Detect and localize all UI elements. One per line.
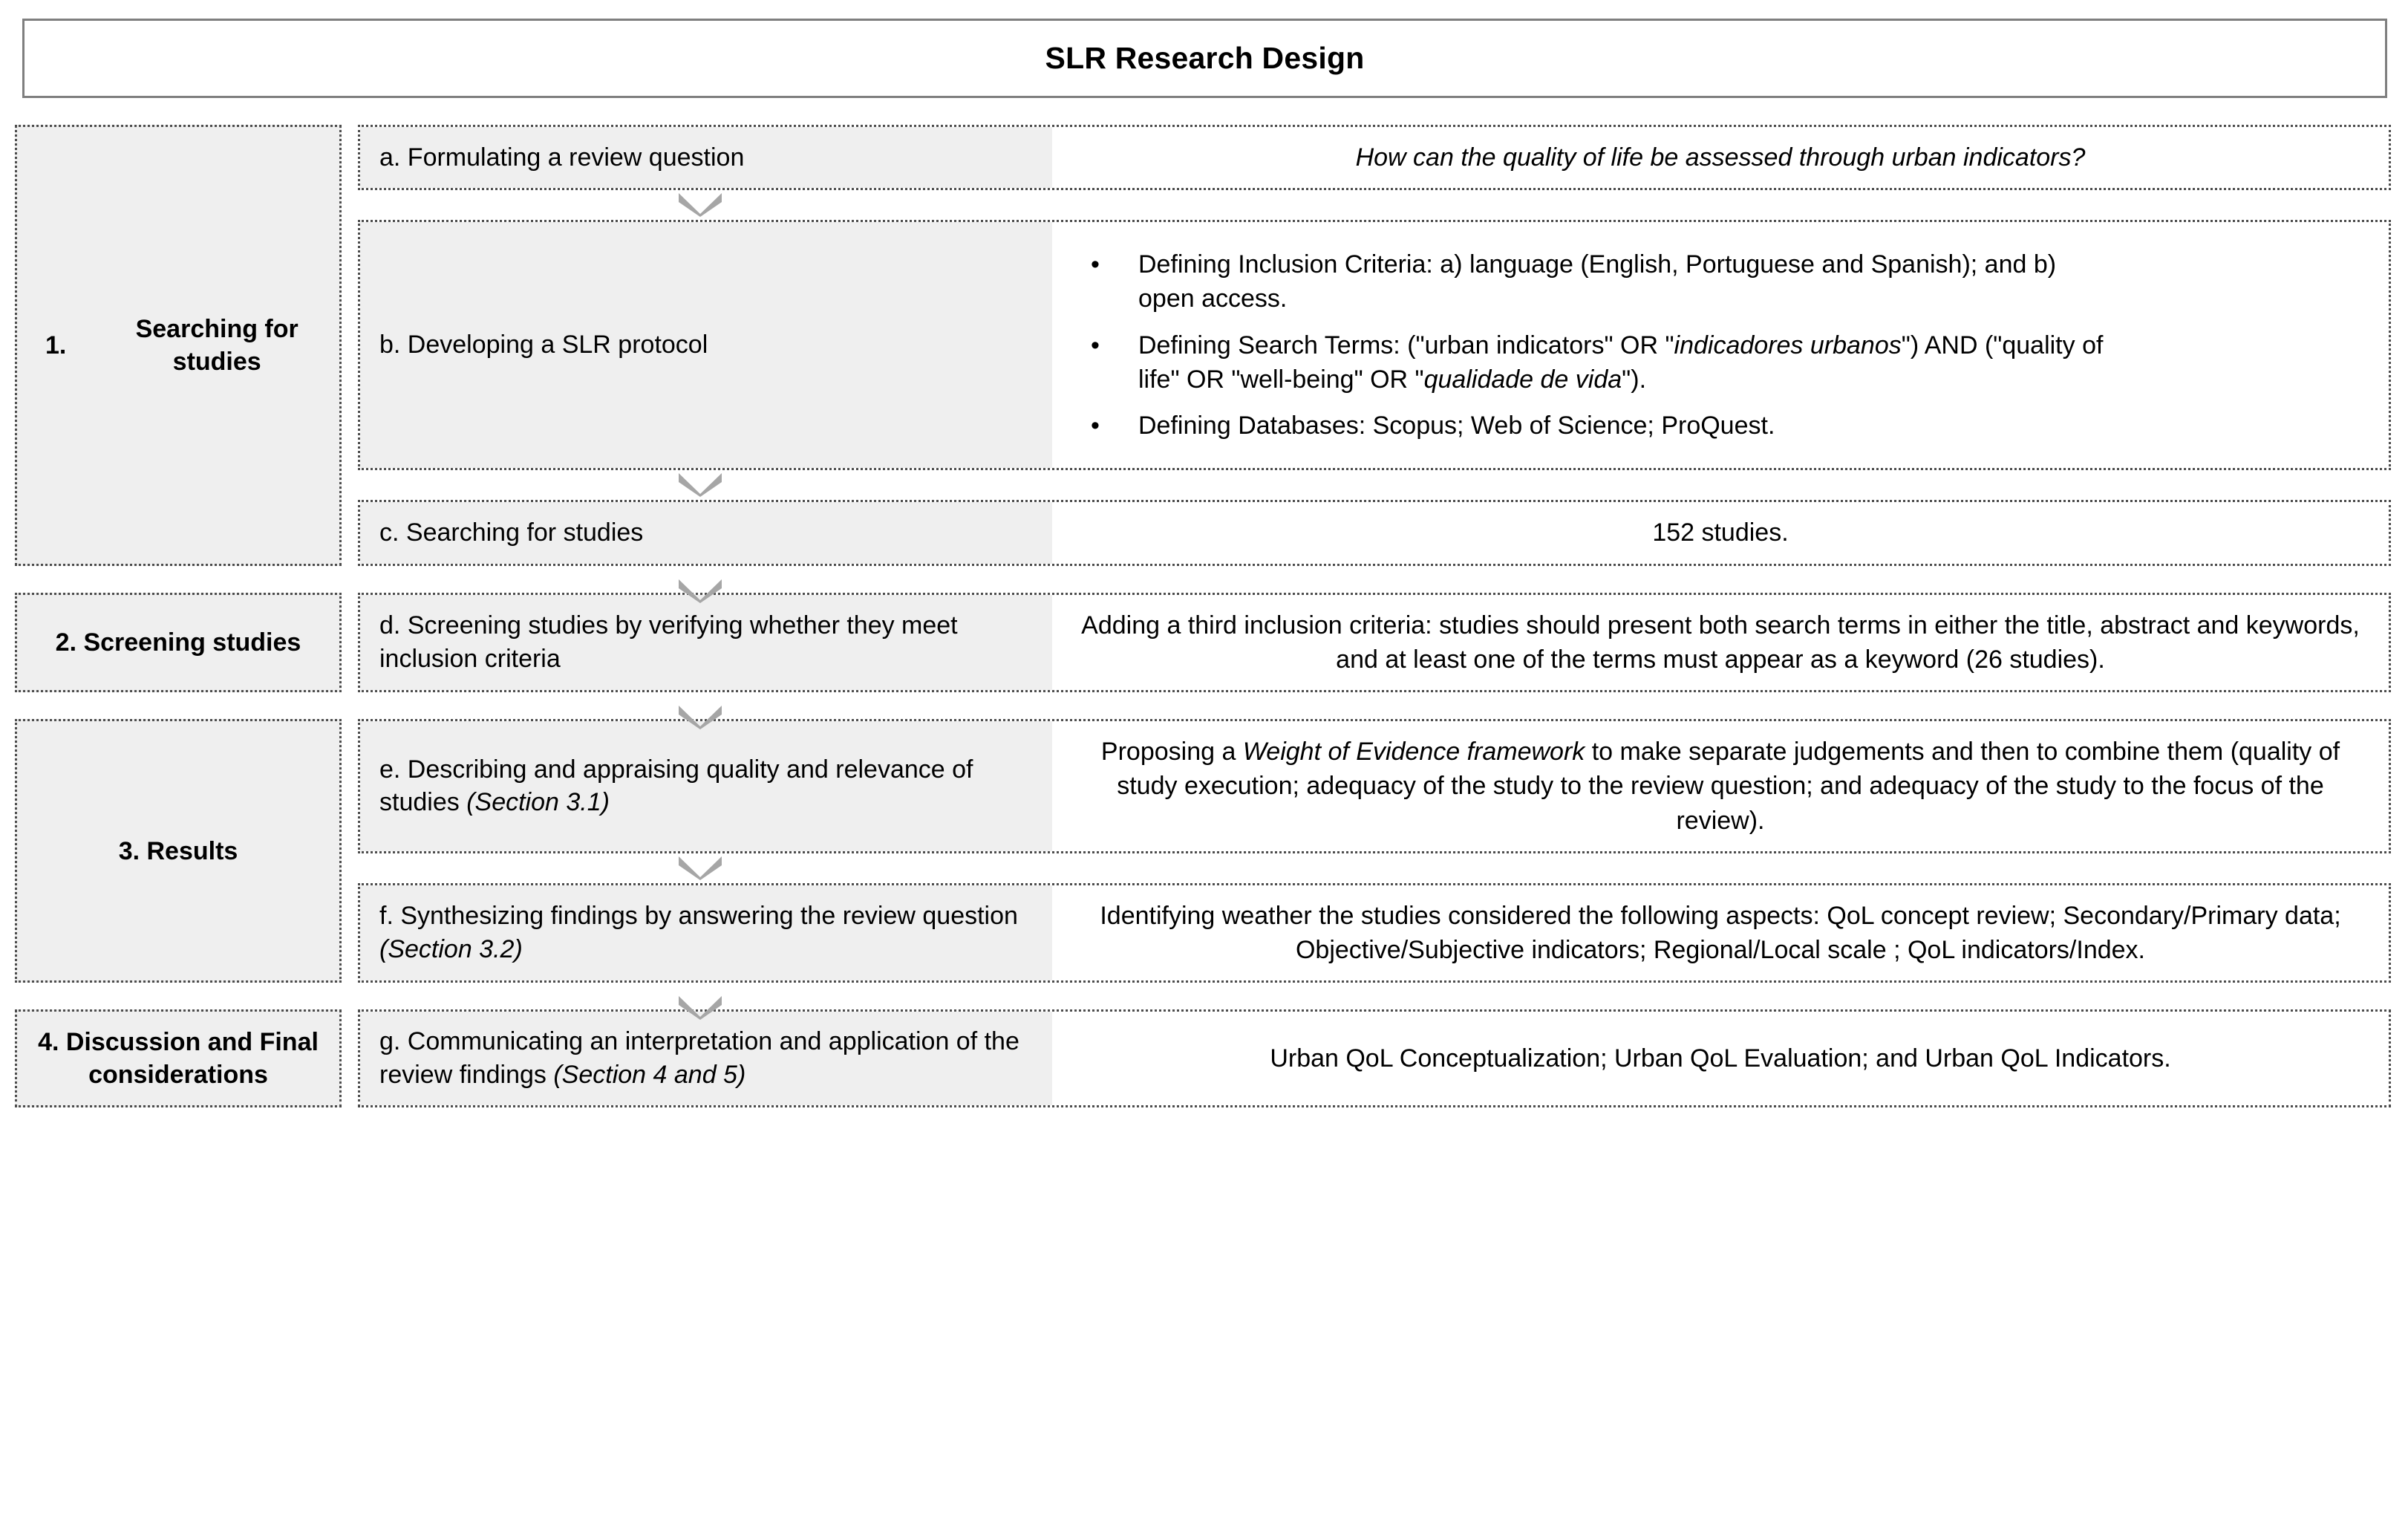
step-content-text: Proposing a Weight of Evidence framework to make separate judgements and then to combine them (quality of study execution; adequacy of the study to the review question; and adequacy of the study to the focus of the review). [1100, 738, 2340, 835]
step-label-text: f. Synthesizing findings by answering the review question (Section 3.2) [379, 902, 1018, 964]
diagram-title-box [22, 19, 2387, 98]
step-label-d [360, 595, 1052, 690]
step-label-text: e. Describing and appraising quality and relevance of studies (Section 3.1) [379, 755, 973, 817]
step-content-a [1052, 127, 2389, 188]
step-connector [358, 190, 2391, 220]
stage-name: Searching for studies [135, 314, 298, 376]
bullet-point-icon: • [1091, 250, 1100, 279]
step-label-e [360, 721, 1052, 851]
stage-connector [15, 706, 2391, 719]
stage-2 [15, 593, 2391, 692]
step-label-text: b. Developing a SLR protocol [379, 331, 708, 359]
chevron-down-arrow-icon [679, 704, 722, 729]
stage-label-2 [15, 593, 342, 692]
step-content-c [1052, 502, 2389, 563]
bullet-list [1074, 235, 2366, 455]
step-label-text: a. Formulating a review question [379, 143, 745, 172]
step-content-text: How can the quality of life be assessed through urban indicators? [1355, 143, 2086, 172]
step-row-d [358, 593, 2391, 692]
step-label-g [360, 1012, 1052, 1105]
page-title: SLR Research Design [1045, 41, 1365, 75]
bullet-point-icon: • [1091, 411, 1100, 440]
stage-label-4 [15, 1009, 342, 1107]
chevron-down-arrow-icon [679, 192, 722, 217]
stage-title: 3. Results [118, 836, 238, 865]
chevron-down-arrow-icon [679, 472, 722, 497]
step-content-f [1052, 885, 2389, 980]
slr-flow-diagram [15, 125, 2391, 1121]
step-label-text: d. Screening studies by verifying whether they meet inclusion criteria [379, 611, 958, 673]
bullet-text: Defining Databases: Scopus; Web of Science; ProQuest. [1138, 411, 1775, 440]
step-content-e [1052, 721, 2389, 851]
step-label-text: c. Searching for studies [379, 518, 644, 547]
step-row-b [358, 220, 2391, 470]
stage-steps-3 [358, 719, 2391, 983]
step-content-g [1052, 1012, 2389, 1105]
stage-connector [15, 579, 2391, 593]
step-content-text: Urban QoL Conceptualization; Urban QoL Evaluation; and Urban QoL Indicators. [1270, 1044, 2171, 1073]
step-content-text: Identifying weather the studies considered the following aspects: QoL concept review; Secondary/Primary data; Objective/Subjective indicators; Regional/Local scale ; QoL indicators/Index. [1100, 901, 2341, 965]
stage-steps-2 [358, 593, 2391, 692]
stage-steps-4 [358, 1009, 2391, 1107]
stage-title: 4. Discussion and Final considerations [38, 1027, 319, 1090]
stage-label-1 [15, 125, 342, 566]
chevron-down-arrow-icon [679, 578, 722, 603]
stage-number: 1. [45, 331, 67, 359]
list-item [1074, 409, 2366, 443]
step-content-d [1052, 595, 2389, 690]
step-connector [358, 853, 2391, 883]
step-content-b [1052, 222, 2389, 468]
step-row-a [358, 125, 2391, 190]
bullet-point-icon: • [1091, 331, 1100, 359]
list-item [1074, 247, 2366, 316]
stage-steps-1 [358, 125, 2391, 566]
step-label-c [360, 502, 1052, 563]
chevron-down-arrow-icon [679, 855, 722, 880]
step-row-g [358, 1009, 2391, 1107]
stage-connector [15, 996, 2391, 1009]
chevron-down-arrow-icon [679, 995, 722, 1020]
bullet-text: Defining Search Terms: ("urban indicators" OR "indicadores urbanos") AND ("quality of life" OR "well-being" OR "qualidade de vida"). [1138, 331, 2104, 394]
step-label-text: g. Communicating an interpretation and application of the review findings (Section 4 and 5) [379, 1027, 1019, 1090]
step-label-f [360, 885, 1052, 980]
step-label-a [360, 127, 1052, 188]
step-row-e [358, 719, 2391, 853]
stage-label-3 [15, 719, 342, 983]
list-item [1074, 328, 2366, 397]
step-row-c [358, 500, 2391, 565]
step-connector [358, 470, 2391, 500]
step-content-text: Adding a third inclusion criteria: studies should present both search terms in either the title, abstract and keywords, and at least one of the terms must appear as a keyword (26 studies). [1081, 611, 2360, 674]
stage-4 [15, 1009, 2391, 1107]
step-row-f [358, 883, 2391, 983]
step-content-text: 152 studies. [1652, 518, 1789, 547]
bullet-text: Defining Inclusion Criteria: a) language (English, Portuguese and Spanish); and b) open access. [1138, 250, 2057, 313]
stage-1 [15, 125, 2391, 566]
step-label-b [360, 222, 1052, 468]
stage-3 [15, 719, 2391, 983]
stage-title: 2. Screening studies [55, 628, 301, 657]
